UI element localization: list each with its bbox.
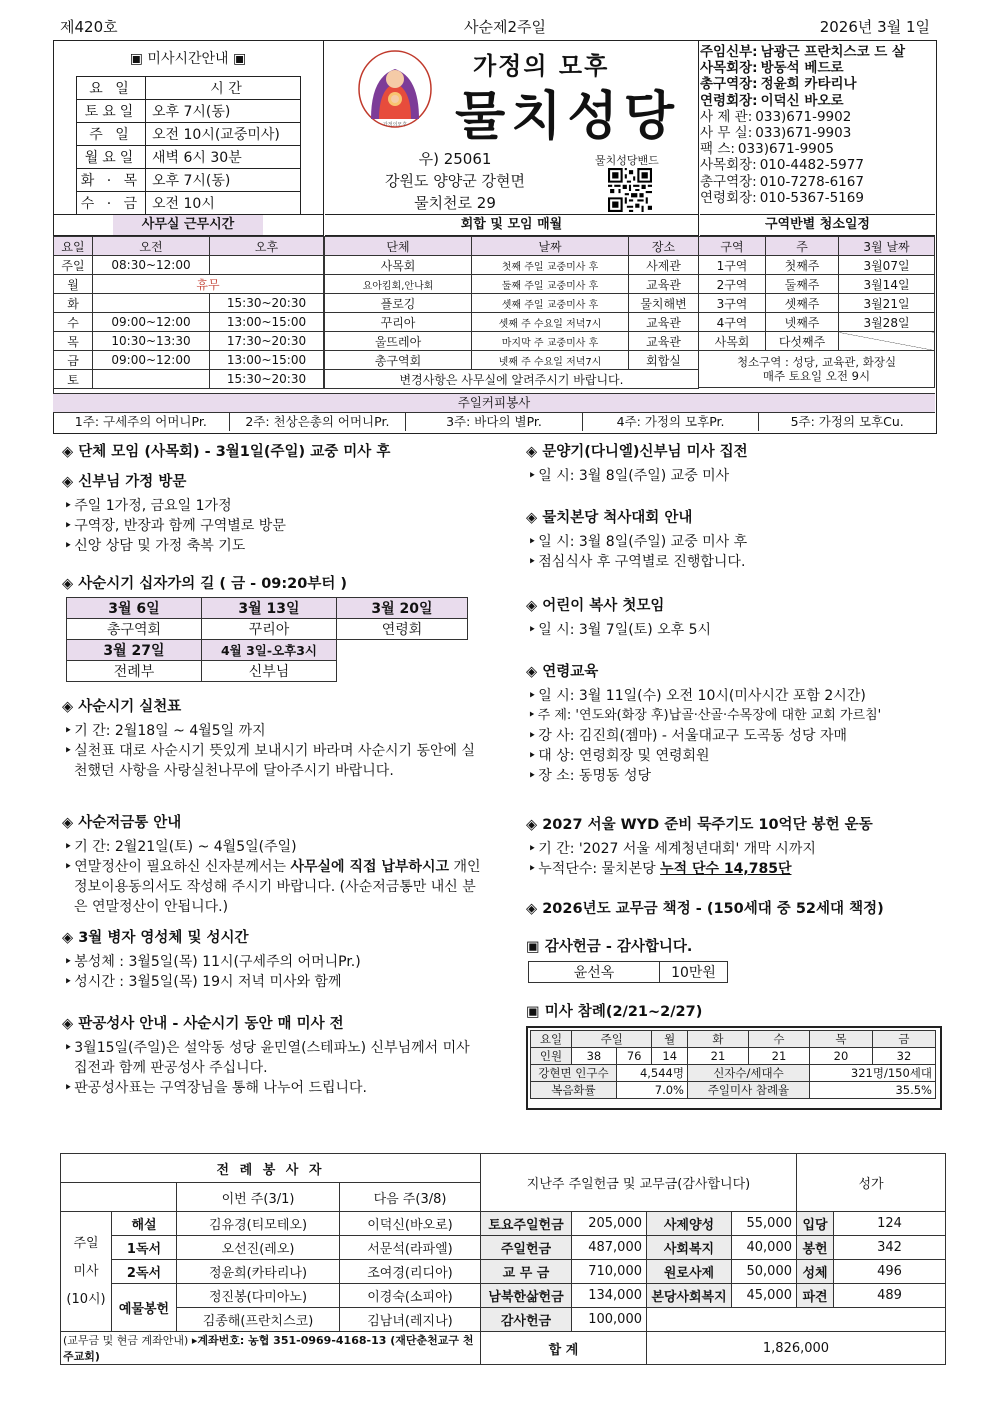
mass-time: 오전 10시 [146,192,301,215]
office-hours-header [53,214,324,236]
notice-item: ‣ 기 간: '2027 서울 세계청년대회' 개막 시까지 [526,839,946,859]
oh-am: 10:30~13:30 [93,332,210,351]
coffee-service [53,393,935,431]
attendance-value: 20 [809,1048,872,1065]
station-group: 신부님 [202,661,337,682]
evangel-label: 복음화률 [531,1082,617,1099]
believers-label: 신자수/세대수 [687,1065,809,1082]
server-role: 1독서 [112,1236,177,1260]
notice-item: ‣ 점심식사 후 구역별로 진행합니다. [526,552,946,572]
col-head: 오후 [210,237,324,256]
notice-item: ‣ 강 사: 김진희(젬마) - 서울대교구 도곡동 성당 자매 [526,726,946,746]
attendance-value: 32 [872,1048,935,1065]
notice-lent-bank [62,813,482,917]
staff-label: 총구역장: [700,173,757,190]
notice-item: ‣ 대 상: 연령회장 및 연령회원 [526,746,946,766]
notice-item: ‣ 장 소: 동명동 성당 [526,766,946,786]
coffee-item: 4주: 가정의 모후Pr. [583,413,760,431]
offering-value: 100,000 [572,1308,647,1332]
notice-heading: ▣ 미사 참례(2/21~2/27) [526,1004,703,1020]
staff-value: 010-4482-5977 [759,157,864,174]
issue-date: 2026년 3월 1일 [819,18,930,36]
zone-week: 둘째주 [766,275,839,294]
notice-funeral-education [526,662,946,786]
col-head: 주 [766,237,839,256]
zone-date: 3월21일 [839,294,935,313]
staff-label: 연령회장: [700,92,758,109]
server-next-week: 김남녀(레지나) [340,1308,481,1332]
meetings-title: 회합 및 모임 매월 [460,217,563,232]
server-this-week: 김유경(티모테오) [177,1212,340,1236]
notice-item: ‣ 일 시: 3월 8일(주일) 교중 미사 후 [526,532,946,552]
col-head: 날짜 [472,237,629,256]
notice-heading: ◈ 물치본당 척사대회 안내 [526,510,693,526]
offering-label: 감사헌금 [481,1308,572,1332]
oh-day: 주일 [54,256,93,275]
meeting-place: 교육관 [629,275,699,294]
attendance-box [526,1026,942,1110]
text-part: 누적단수: 물치본당 [538,861,661,877]
staff-line [700,125,935,141]
staff-label: 사목회장: [700,60,758,77]
meetings-table [324,236,699,389]
notice-heading: ◈ 단체 모임 (사목회) - 3월1일(주일) 교중 미사 후 [62,444,391,460]
server-next-week: 서문석(라파엘) [340,1236,481,1260]
attendance-value: 21 [748,1048,809,1065]
col-head: 요일 [54,237,93,256]
staff-value: 010-7278-6167 [759,173,864,190]
staff-value: 정윤희 카타리나 [760,76,857,93]
notice-item [62,857,482,917]
station-date: 3월 20일 [337,598,468,619]
staff-label: 사 제 관: [700,108,753,125]
qr-code-icon[interactable] [608,168,652,212]
zone: 사목회 [699,332,766,351]
offering-label: 남북한삶헌금 [481,1284,572,1308]
col-head: 3월 날짜 [839,237,935,256]
mass-label-1: 주일 [73,1235,99,1251]
col-head: 금 [872,1031,935,1048]
notice-item: ‣ 신앙 상담 및 가정 축복 기도 [62,536,502,556]
oh-pm: 15:30~20:30 [210,370,324,389]
oh-am: 09:00~12:00 [93,313,210,332]
station-date: 3월 13일 [202,598,337,619]
server-next-week: 조여경(리디아) [340,1260,481,1284]
mass-day: 토요일 [77,100,146,123]
meeting-place: 사제관 [629,256,699,275]
thanks-table [528,961,728,983]
offering-label: 주일헌금 [481,1236,572,1260]
attendance-value: 21 [687,1048,748,1065]
mass-times-panel [53,40,324,214]
station-date: 3월 6일 [67,598,202,619]
staff-value: 033)671-9905 [737,141,834,158]
mass-day: 주 일 [77,123,146,146]
server-role: 해설 [112,1212,177,1236]
attendance-value: 14 [652,1048,688,1065]
notice-item: ‣ 일 시: 3월 7일(토) 오후 5시 [526,620,946,640]
parish-title-panel [325,40,699,214]
evangel-value: 7.0% [616,1082,687,1099]
notice-item: ‣ 일 시: 3월 11일(수) 오전 10시(미사시간 포함 2시간) [526,686,946,706]
notice-heading: ◈ 2026년도 교무금 책정 - (150세대 중 52세대 책정) [526,901,884,917]
zone-date: 3월14일 [839,275,935,294]
notice-heading: ◈ 연령교육 [526,664,599,680]
mass-time: 오전 10시(교중미사) [146,123,301,146]
address-line2: 물치천로 29 [414,194,496,212]
oh-day: 목 [54,332,93,351]
staff-line [700,93,935,109]
col-time: 시 간 [146,77,301,100]
staff-line [700,109,935,125]
parish-subtitle: 가정의 모후 [473,52,610,80]
office-hours-title: 사무실 근무시간 [113,215,263,235]
notice-item: ‣ 실천표 대로 사순시기 뜻있게 보내시기 바라며 사순시기 동안에 실천했던 사항을 사랑실천나무에 달아주시기 바랍니다. [62,741,482,781]
next-week-head: 다음 주(3/8) [340,1183,481,1212]
notice-heading: ◈ 어린이 복사 첫모임 [526,598,665,614]
offering-value: 45,000 [732,1284,797,1308]
notice-item: ‣ 판공성사표는 구역장님을 통해 나누어 드립니다. [62,1078,487,1098]
hymn-title: 성가 [797,1154,946,1212]
staff-label: 사 무 실: [700,125,753,142]
staff-line [700,60,935,76]
col-head: 월 [652,1031,688,1048]
pop-value: 4,544명 [616,1065,687,1082]
zone-week: 다섯째주 [766,332,839,351]
bulletin-header [60,4,932,34]
meeting-place: 교육관 [629,332,699,351]
zone-date: 3월28일 [839,313,935,332]
notice-item: ‣ 성시간 : 3월5일(목) 19시 저녁 미사와 함께 [62,972,502,992]
mass-day: 화 · 목 [77,169,146,192]
hymn-number: 124 [834,1212,946,1236]
offering-label: 본당사회복지 [647,1284,732,1308]
offering-value: 50,000 [732,1260,797,1284]
oh-pm: 17:30~20:30 [210,332,324,351]
mass-time: 오후 7시(동) [146,169,301,192]
notice-guest-priest [526,442,946,486]
cleaning-table [698,236,935,388]
total-value: 1,826,000 [647,1332,946,1365]
meeting-date: 첫째 주일 교중미사 후 [472,256,629,275]
svg-text:가정의모후: 가정의모후 [382,122,408,128]
offering-label: 사제양성 [647,1212,732,1236]
oh-am: 08:30~12:00 [93,256,210,275]
server-next-week: 이경숙(소피아) [340,1284,481,1308]
attendance-table [530,1030,936,1099]
server-role: 예물봉헌 [112,1284,177,1332]
issue-number: 제420호 [60,18,118,36]
coffee-item: 5주: 가정의 모후Cu. [790,414,904,429]
notice-altar-servers [526,596,946,640]
text-emphasis: 사무실에 직접 납부하시고 [290,859,449,875]
notice-home-visit [62,472,502,556]
staff-line [700,157,935,173]
oh-day: 월 [54,275,93,294]
meeting-group: 꾸리아 [325,313,472,332]
hymn-number: 496 [834,1260,946,1284]
hymn-label: 성체 [797,1260,834,1284]
station-group: 총구역회 [67,619,202,640]
meeting-date: 셋째 주일 교중미사 후 [472,294,629,313]
notice-item: ‣ 봉성체 : 3월5일(목) 11시(구세주의 어머니Pr.) [62,952,502,972]
zone-date: 3월07일 [839,256,935,275]
mass-label-2: 미사 [73,1263,99,1279]
oh-day: 화 [54,294,93,313]
notice-thanks-offering [526,937,946,961]
station-date: 3월 27일 [67,640,202,661]
staff-value: 010-5367-5169 [759,189,864,206]
station-group: 연령회 [337,619,468,640]
zone-week: 넷째주 [766,313,839,332]
meeting-place: 물치해변 [629,294,699,313]
notice-heading: ◈ 문양기(다니엘)신부님 미사 집전 [526,444,748,460]
meeting-date: 둘째 주일 교중미사 후 [472,275,629,294]
notice-lent-practice [62,697,482,781]
server-this-week: 정진봉(다미아노) [177,1284,340,1308]
server-this-week: 오선진(레오) [177,1236,340,1260]
notice-confession [62,1014,487,1098]
oh-am: 09:00~12:00 [93,351,210,370]
hymn-number: 489 [834,1284,946,1308]
notice-heading: ◈ 사순시기 실천표 [62,699,182,715]
meeting-group: 울뜨레아 [325,332,472,351]
staff-value: 033)671-9903 [755,125,852,142]
notice-heading: ◈ 사순저금통 안내 [62,815,182,831]
station-date: 4월 3일-오후3시 [202,640,337,661]
notice-item [526,859,946,879]
notice-sick-communion [62,928,502,992]
mass-time: 새벽 6시 30분 [146,146,301,169]
notice-wyd-rosary [526,815,946,879]
hymn-label: 파견 [797,1284,834,1308]
col-head: 주일 [572,1031,652,1048]
notice-item: ‣ 주 제: '연도와(화장 후)납골·산골·수목장에 대한 교회 가르침' [526,706,946,726]
offering-value: 487,000 [572,1236,647,1260]
notice-heading: ◈ 신부님 가정 방문 [62,474,187,490]
sunday-rate-value: 35.5% [809,1082,935,1099]
zone-week: 첫째주 [766,256,839,275]
mass-day: 월요일 [77,146,146,169]
offering-value: 55,000 [732,1212,797,1236]
address-line1: 강원도 양양군 강현면 [385,172,525,190]
staff-line [700,174,935,190]
staff-value: 방동석 베드로 [760,60,844,77]
sunday-rate-label: 주일미사 참례율 [687,1082,809,1099]
meetings-header [325,214,699,236]
hymn-number: 342 [834,1236,946,1260]
offering-value: 40,000 [732,1236,797,1260]
staff-contacts [700,40,935,214]
oh-day: 금 [54,351,93,370]
parish-name: 물치성당 [455,87,680,147]
zone: 3구역 [699,294,766,313]
offering-label: 원로사제 [647,1260,732,1284]
meetings-note: 변경사항은 사무실에 알려주시기 바랍니다. [325,370,699,389]
server-next-week: 이덕신(바오로) [340,1212,481,1236]
zone: 4구역 [699,313,766,332]
mass-label-3: (10시) [66,1291,106,1307]
notice-item: ‣ 3월15일(주일)은 설악동 성당 윤민열(스테파노) 신부님께서 미사 집전과 함께 판공성사 주십니다. [62,1038,487,1078]
server-role: 2독서 [112,1260,177,1284]
offering-value: 134,000 [572,1284,647,1308]
attendance-value: 76 [616,1048,652,1065]
oh-pm: 13:00~15:00 [210,313,324,332]
account-info [61,1332,481,1365]
meeting-group: 요아킴회,안나회 [325,275,472,294]
offering-value: 710,000 [572,1260,647,1284]
meeting-date: 셋째 주 수요일 저녁7시 [472,313,629,332]
band-label: 물치성당밴드 [595,154,659,167]
text-part: 연말정산이 필요하신 신자분께서는 [74,859,291,875]
oh-pm [210,256,324,275]
mass-times-title: ▣ 미사시간안내 ▣ [129,51,247,67]
staff-value: 남광근 프란치스코 드 살 [760,44,906,60]
notice-item: ‣ 기 간: 2월21일(토) ~ 4월5일(주일) [62,837,482,857]
notice-group-meeting [62,442,502,466]
station-group: 꾸리아 [202,619,337,640]
oh-closed: 휴무 [93,275,324,294]
oh-am [93,294,210,313]
zone-date [839,332,935,351]
offering-value: 205,000 [572,1212,647,1236]
coffee-item: 3주: 바다의 별Pr. [406,413,583,431]
postal-code: 우) 25061 [418,150,492,168]
meeting-place: 회합실 [629,351,699,370]
notice-stations [62,574,502,598]
staff-value: 033)671-9902 [755,108,852,125]
account-note: (교무금 및 현금 계좌안내) [63,1334,189,1347]
oh-pm: 13:00~15:00 [210,351,324,370]
notice-item: ‣ 주일 1가정, 금요일 1가정 [62,496,502,516]
oh-day: 수 [54,313,93,332]
coffee-row [53,413,935,431]
meeting-place: 교육관 [629,313,699,332]
mass-day: 수 · 금 [77,192,146,215]
row-label: 인원 [531,1048,572,1065]
pop-label: 강현면 인구수 [531,1065,617,1082]
notice-heading: ◈ 3월 병자 영성체 및 성시간 [62,930,249,946]
notice-item: ‣ 구역장, 반장과 함께 구역별로 방문 [62,516,502,536]
cleaning-note-2: 매주 토요일 오전 9시 [762,369,871,383]
notice-item: ‣ 일 시: 3월 8일(주일) 교중 미사 [526,466,946,486]
cleaning-note-1: 청소구역 : 성당, 교육관, 화장실 [736,355,897,369]
col-day: 요 일 [77,77,146,100]
liturgical-week: 사순제2주일 [464,18,546,36]
col-head: 장소 [629,237,699,256]
oh-day: 토 [54,370,93,389]
notice-attendance [526,1002,946,1026]
meeting-group: 총구역회 [325,351,472,370]
staff-line [700,44,935,60]
staff-value: 이덕신 바오로 [760,92,844,109]
station-group: 전례부 [67,661,202,682]
parish-address [355,148,555,214]
mass-time: 오후 7시(동) [146,100,301,123]
coffee-item: 2주: 천상은총의 어머니Pr. [230,413,407,431]
cleaning-title: 구역반별 청소일정 [765,217,870,232]
col-head: 요일 [531,1031,572,1048]
notice-tithe [526,899,946,923]
stations-table [66,597,468,682]
staff-line [700,190,935,206]
notice-yut-contest [526,508,946,572]
zone: 1구역 [699,256,766,275]
server-this-week: 김종해(프란치스코) [177,1308,340,1332]
meeting-group: 사목회 [325,256,472,275]
mass-times-table [76,76,301,215]
meeting-date: 넷째 주 수요일 저녁7시 [472,351,629,370]
hymn-label: 봉헌 [797,1236,834,1260]
col-head: 단체 [325,237,472,256]
staff-label: 주임신부: [700,44,758,60]
servers-title: 전 례 봉 사 자 [61,1154,481,1183]
mass-label [61,1212,112,1332]
meeting-date: 마지막 주 교중미사 후 [472,332,629,351]
attendance-value: 38 [572,1048,617,1065]
coffee-title: 주일커피봉사 [53,393,935,413]
staff-line [700,76,935,92]
cleaning-note [699,351,935,388]
notice-item: ‣ 기 간: 2월18일 ~ 4월5일 까지 [62,721,482,741]
coffee-item: 1주: 구세주의 어머니Pr. [53,413,230,431]
oh-am [93,370,210,389]
meeting-group: 플로깅 [325,294,472,313]
notice-heading: ▣ 감사헌금 - 감사합니다. [526,939,693,955]
text-part: 개인정보이용동의서도 작성해 주시기 바랍니다. (사순저금통만 내신 분은 연말정산이 안됩니다.) [74,859,481,915]
staff-label: 연령회장: [700,189,757,206]
thanks-amount: 10만원 [660,962,728,983]
notice-heading: ◈ 사순시기 십자가의 길 ( 금 - 09:20부터 ) [62,576,348,592]
oh-pm: 15:30~20:30 [210,294,324,313]
col-head: 화 [687,1031,748,1048]
offering-label: 교 무 금 [481,1260,572,1284]
this-week-head: 이번 주(3/1) [177,1183,340,1212]
thanks-name: 윤선옥 [529,962,660,983]
offering-label: 토요주일헌금 [481,1212,572,1236]
liturgy-offering-table [60,1153,946,1365]
col-head: 오전 [93,237,210,256]
staff-line [700,141,935,157]
total-label: 합 계 [481,1332,647,1365]
col-head: 구역 [699,237,766,256]
zone: 2구역 [699,275,766,294]
staff-label: 팩 스: [700,141,735,158]
staff-label: 총구역장: [700,76,758,93]
zone-week: 셋째주 [766,294,839,313]
account-number: ▸계좌번호: 농협 351-0969-4168-13 (재단춘천교구 천주교회) [63,1334,474,1363]
col-head: 수 [748,1031,809,1048]
believers-value: 321명/150세대 [809,1065,935,1082]
offering-title: 지난주 주일헌금 및 교무금(감사합니다) [481,1154,797,1212]
parish-logo-icon [357,49,433,129]
staff-label: 사목회장: [700,157,757,174]
notice-heading: ◈ 2027 서울 WYD 준비 묵주기도 10억단 봉헌 운동 [526,817,873,833]
offering-label: 사회복지 [647,1236,732,1260]
cleaning-header [700,214,935,236]
col-head: 목 [809,1031,872,1048]
office-hours-table [53,236,324,389]
server-this-week: 정윤희(카타리나) [177,1260,340,1284]
hymn-label: 입당 [797,1212,834,1236]
text-emphasis: 누적 단수 14,785단 [660,861,792,877]
notice-heading: ◈ 판공성사 안내 - 사순시기 동안 매 미사 전 [62,1016,344,1032]
